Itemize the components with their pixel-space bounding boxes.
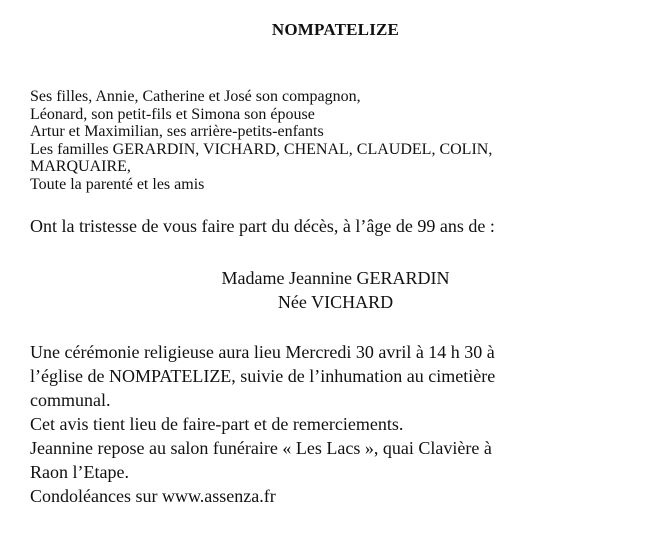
family-line: Ses filles, Annie, Catherine et José son compagnon, [30, 88, 361, 105]
family-line: Les familles GERARDIN, VICHARD, CHENAL, CLAUDEL, COLIN, [30, 140, 493, 158]
deceased-name: Madame Jeannine GERARDIN [221, 268, 450, 288]
condolences-line: Condoléances sur www.assenza.fr [30, 486, 276, 506]
family-list [30, 88, 650, 194]
deceased-block [0, 266, 671, 314]
family-line: Léonard, son petit-fils et Simona son épouse [30, 105, 315, 123]
family-line: MARQUAIRE, [30, 158, 131, 176]
announcement-line: Ont la tristesse de vous faire part du décès, à l’âge de 99 ans de : [30, 216, 495, 236]
notice-title: NOMPATELIZE [271, 20, 400, 39]
notice-line: communal. [30, 390, 111, 410]
deceased-maiden-name: Née VICHARD [277, 292, 394, 312]
family-line: Artur et Maximilian, ses arrière-petits-enfants [30, 123, 324, 141]
ceremony-notice [30, 340, 660, 508]
family-line: Toute la parenté et les amis [30, 175, 205, 193]
notice-line: Jeannine repose au salon funéraire « Les Lacs », quai Clavière à [30, 438, 492, 458]
notice-line: l’église de NOMPATELIZE, suivie de l’inhumation au cimetière [30, 366, 496, 386]
notice-line: Une cérémonie religieuse aura lieu Mercredi 30 avril à 14 h 30 à [30, 342, 495, 362]
notice-line: Raon l’Etape. [30, 462, 129, 482]
notice-line: Cet avis tient lieu de faire-part et de remerciements. [30, 414, 404, 434]
